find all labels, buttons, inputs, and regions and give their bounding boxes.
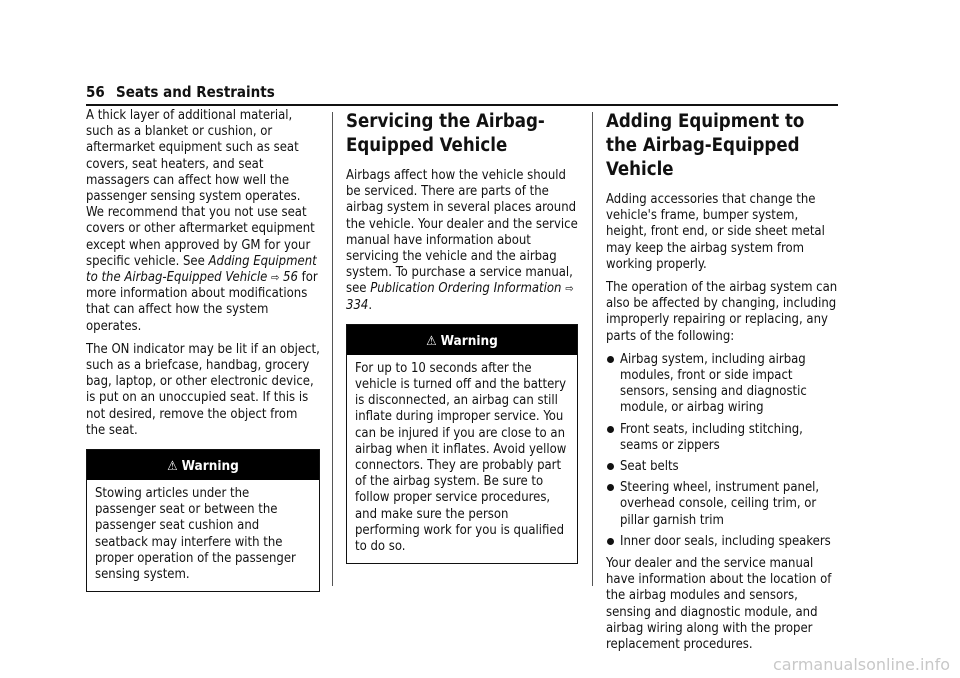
xref-page-334[interactable]: 334	[346, 297, 369, 313]
col1-p1-text: A thick layer of additional material, such as a blanket or cushion, or aftermarket equipment such as seat covers, seat heaters, and seat massagers can affect how well the passenger sensing system operates. We recommend that you not use seat covers or other aftermarket equipment except when approved by GM for your specific vehicle. See	[86, 108, 315, 269]
list-item	[606, 459, 840, 475]
xref-publication-ordering[interactable]: Publication Ordering Information	[370, 281, 562, 297]
warning-box-2	[346, 324, 578, 564]
list-item-text: Steering wheel, instrument panel, overhead console, ceiling trim, or pillar garnish trim	[620, 480, 820, 528]
warning-triangle-icon: ⚠	[426, 333, 437, 349]
page-number: 56	[86, 83, 105, 101]
warning-label: Warning	[181, 458, 239, 475]
heading-servicing: Servicing the Airbag-Equipped Vehicle	[346, 111, 545, 156]
list-item-text: Seat belts	[620, 459, 679, 475]
list-item-text: Airbag system, including airbag modules, front or side impact sensors, sensing and diagnostic module, or airbag wiring	[620, 351, 807, 416]
list-item	[606, 422, 840, 454]
list-item	[606, 352, 840, 417]
bullet-icon	[607, 484, 614, 491]
col2-paragraph-1	[346, 168, 578, 314]
warning-text: Stowing articles under the passenger seat or between the passenger seat cushion and seatback may interfere with the proper operation of the passenger sensing system.	[95, 486, 296, 583]
col2-p1-text: Airbags affect how the vehicle should be serviced. There are parts of the airbag system in several places around the vehicle. Your dealer and the service manual have information about servicing the vehicle and the airbag system. To purchase a service manual, see	[346, 168, 578, 297]
watermark: carmanualsonline.info	[772, 655, 950, 674]
col2-p1-end: .	[368, 297, 373, 313]
bullet-icon	[607, 356, 614, 363]
column-divider-1	[332, 112, 333, 586]
col1-p1-text-end: for more information about modifications that can affect how the system operates.	[86, 270, 318, 334]
warning-label: Warning	[440, 332, 498, 349]
warning-triangle-icon: ⚠	[167, 459, 178, 475]
list-item	[606, 480, 840, 529]
column-divider-2	[592, 112, 593, 586]
list-item-text: Inner door seals, including speakers	[620, 533, 831, 549]
heading-adding-equipment: Adding Equipment to the Airbag-Equipped Vehicle	[606, 111, 805, 180]
xref-adding-equipment[interactable]: Adding Equipment to the Airbag-Equipped Vehicle	[86, 253, 317, 286]
bullet-icon	[607, 426, 614, 433]
column-3	[606, 108, 840, 660]
warning-text: For up to 10 seconds after the vehicle is turned off and the battery is disconnected, an airbag can still inflate during improper service. You can be injured if you are close to an airbag when it inflates. Avoid yellow connectors. They are probably part of the airbag system. Be sure to follow proper service procedures, and make sure the person performing work for you is qualified to do so.	[355, 360, 567, 555]
list-item	[606, 534, 840, 550]
column-1	[86, 108, 320, 592]
parts-list	[606, 352, 840, 550]
col3-paragraph-3: Your dealer and the service manual have information about the location of the airbag modules and sensors, sensing and diagnostic module, and airbag wiring along with the proper replacement procedures.	[606, 556, 832, 653]
list-item-text: Front seats, including stitching, seams or zippers	[620, 421, 803, 453]
column-2	[346, 108, 578, 564]
col1-paragraph-1	[86, 108, 320, 335]
header-rule	[86, 104, 838, 106]
warning-box-1	[86, 449, 320, 592]
warning-header	[87, 450, 319, 480]
warning-header	[347, 325, 577, 355]
bullet-icon	[607, 538, 614, 545]
col3-paragraph-2: The operation of the airbag system can also be affected by changing, including improperly repairing or replacing, any parts of the following:	[606, 280, 838, 344]
xref-arrow-icon: ⇨	[271, 271, 280, 285]
bullet-icon	[607, 463, 614, 470]
col1-paragraph-2: The ON indicator may be lit if an object, such as a briefcase, handbag, grocery bag, laptop, or other electronic device, is put on an unoccupied seat. If this is not desired, remove the object from the seat.	[86, 341, 320, 438]
col3-paragraph-1: Adding accessories that change the vehicle's frame, bumper system, height, front end, or side sheet metal may keep the airbag system from working properly.	[606, 192, 825, 272]
xref-page-56[interactable]: 56	[283, 270, 298, 286]
page-header	[86, 83, 838, 105]
xref-arrow-icon: ⇨	[565, 282, 574, 296]
section-title: Seats and Restraints	[116, 83, 275, 101]
